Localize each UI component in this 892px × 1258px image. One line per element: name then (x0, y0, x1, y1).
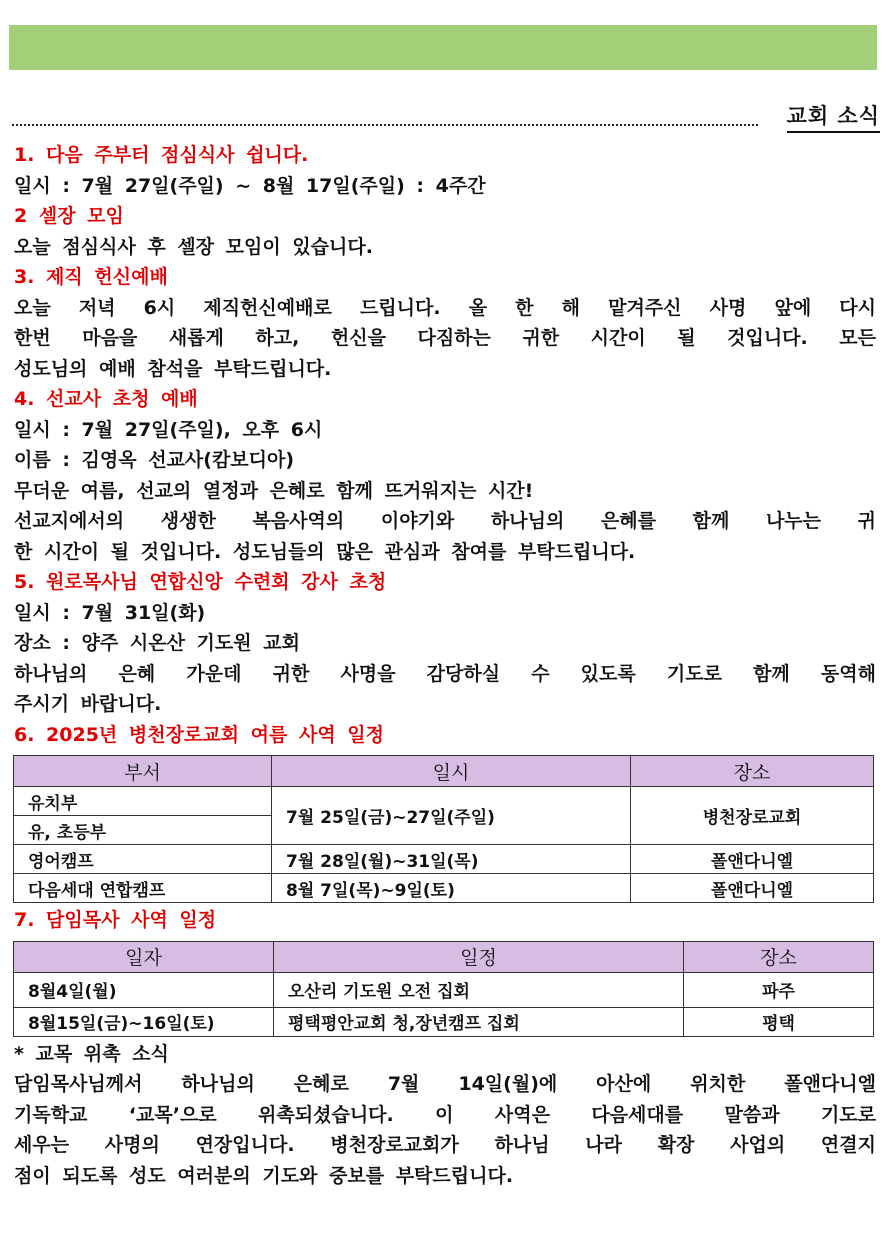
item-line: 오늘 점심식사 후 셀장 모임이 있습니다. (14, 235, 373, 258)
item-heading: 5. 원로목사님 연합신앙 수련회 강사 초청 (14, 571, 387, 593)
pastor-schedule-table (13, 941, 874, 1037)
item-line: 주시기 바랍니다. (14, 693, 162, 715)
dept-cell: 유치부 (14, 787, 272, 816)
table-row (14, 1007, 874, 1036)
place-cell: 폴앤다니엘 (631, 845, 874, 874)
news-item-1 (14, 140, 876, 201)
item-heading: 4. 선교사 초청 예배 (14, 388, 198, 410)
table-row (14, 972, 874, 1007)
notice-line: 점이 되도록 성도 여러분의 기도와 중보를 부탁드립니다. (14, 1164, 514, 1187)
summer-schedule-table (13, 755, 874, 903)
table-header-row (14, 941, 874, 972)
table-row (14, 787, 874, 816)
item-heading: 3. 제직 헌신예배 (14, 266, 168, 288)
dept-cell: 다음세대 연합캠프 (14, 874, 272, 903)
place-cell: 평택 (684, 1007, 874, 1036)
chaplain-notice-section (14, 1039, 876, 1192)
news-item-5 (14, 567, 876, 720)
item-line: 선교지에서의 생생한 복음사역의 이야기와 하나님의 은혜를 함께 나누는 귀 (14, 510, 876, 532)
news-item-4 (14, 384, 876, 567)
top-banner (9, 25, 877, 70)
column-header: 일정 (274, 941, 684, 972)
item-heading: 2 셀장 모임 (14, 205, 124, 227)
pastor-schedule-section (14, 905, 876, 1037)
date-cell: 8월4일(월) (14, 972, 274, 1007)
item-line: 오늘 저녁 6시 제직헌신예배로 드립니다. 올 한 해 맡겨주신 사명 앞에 다시 (14, 296, 876, 319)
section-heading: * 교목 위촉 소식 (14, 1042, 169, 1065)
column-header: 장소 (631, 756, 874, 787)
item-line: 일시 : 7월 31일(화) (14, 601, 206, 624)
place-cell: 파주 (684, 972, 874, 1007)
item-line: 하나님의 은혜 가운데 귀한 사명을 감당하실 수 있도록 기도로 함께 동역해 (14, 662, 876, 685)
date-cell: 7월 28일(월)~31일(목) (272, 845, 631, 874)
summer-schedule-section (14, 720, 876, 904)
table-header-row (14, 756, 874, 787)
page-title: 교회 소식 (787, 100, 880, 130)
dept-cell: 유, 초등부 (14, 816, 272, 845)
place-cell: 폴앤다니엘 (631, 874, 874, 903)
place-cell: 병천장로교회 (631, 787, 874, 845)
news-item-2 (14, 201, 876, 262)
item-line: 한번 마음을 새롭게 하고, 헌신을 다짐하는 귀한 시간이 될 것입니다. 모든 (14, 327, 876, 349)
column-header: 일자 (14, 941, 274, 972)
event-cell: 오산리 기도원 오전 집회 (274, 972, 684, 1007)
news-content (14, 140, 876, 1191)
item-line: 일시 : 7월 27일(주일) ~ 8월 17일(주일) : 4주간 (14, 174, 486, 197)
dept-cell: 영어캠프 (14, 845, 272, 874)
date-cell: 8월15일(금)~16일(토) (14, 1007, 274, 1036)
event-cell: 평택평안교회 청,장년캠프 집회 (274, 1007, 684, 1036)
section-heading: 7. 담임목사 사역 일정 (14, 909, 217, 931)
item-heading: 1. 다음 주부터 점심식사 쉽니다. (14, 144, 309, 166)
date-cell: 8월 7일(목)~9일(토) (272, 874, 631, 903)
item-line: 성도님의 예배 참석을 부탁드립니다. (14, 357, 332, 380)
notice-line: 세우는 사명의 연장입니다. 병천장로교회가 하나님 나라 확장 사업의 연결지 (14, 1134, 876, 1156)
news-item-3 (14, 262, 876, 384)
item-line: 한 시간이 될 것입니다. 성도님들의 많은 관심과 참여를 부탁드립니다. (14, 540, 636, 563)
table-row (14, 845, 874, 874)
column-header: 부서 (14, 756, 272, 787)
notice-line: 담임목사님께서 하나님의 은혜로 7월 14일(월)에 아산에 위치한 폴앤다니엘 (14, 1073, 876, 1095)
item-line: 일시 : 7월 27일(주일), 오후 6시 (14, 418, 323, 441)
item-line: 무더운 여름, 선교의 열정과 은혜로 함께 뜨거워지는 시간! (14, 479, 534, 502)
item-line: 이름 : 김영옥 선교사(캄보디아) (14, 449, 295, 471)
table-row (14, 874, 874, 903)
column-header: 장소 (684, 941, 874, 972)
column-header: 일시 (272, 756, 631, 787)
dotted-divider (12, 124, 758, 126)
date-cell: 7월 25일(금)~27일(주일) (272, 787, 631, 845)
header-row (12, 100, 880, 134)
notice-line: 기독학교 ‘교목’으로 위촉되셨습니다. 이 사역은 다음세대를 말씀과 기도로 (14, 1103, 876, 1126)
item-line: 장소 : 양주 시온산 기도원 교회 (14, 632, 300, 654)
section-heading: 6. 2025년 병천장로교회 여름 사역 일정 (14, 723, 384, 746)
